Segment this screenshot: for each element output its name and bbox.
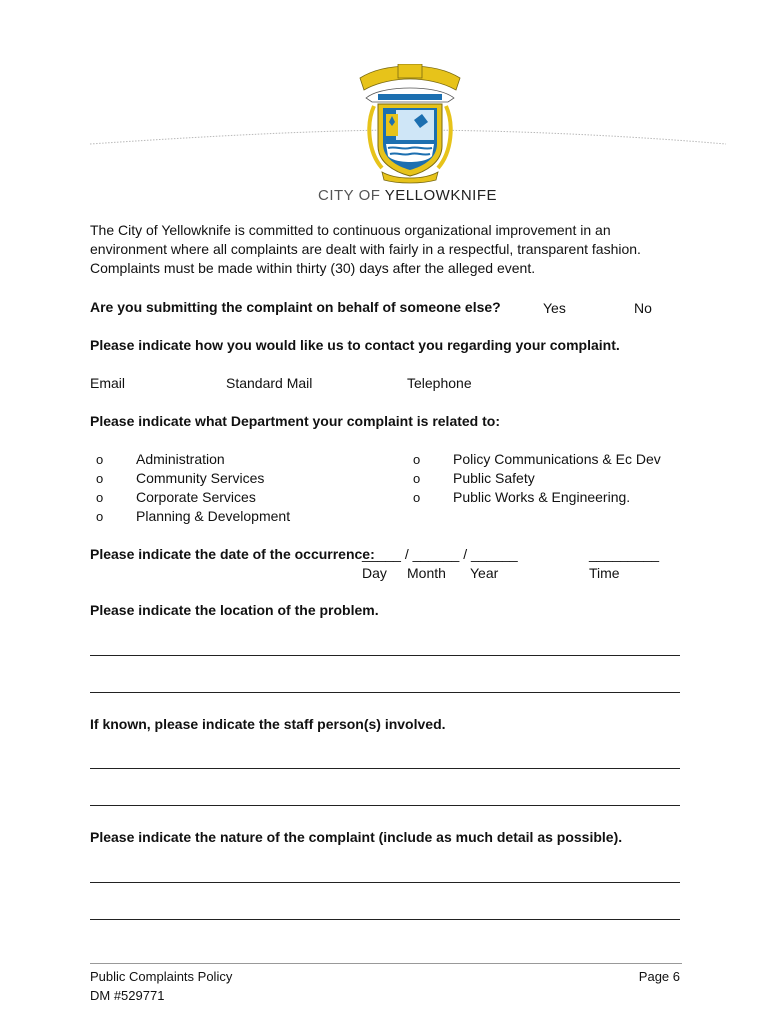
department-option-public-works: Public Works & Engineering. [453, 489, 631, 505]
city-crest-logo [356, 64, 464, 184]
contact-telephone-option[interactable]: Telephone [407, 375, 472, 391]
contact-question: Please indicate how you would like us to contact you regarding your complaint. [90, 337, 620, 353]
footer-dm-number: DM #529771 [90, 988, 165, 1003]
department-question: Please indicate what Department your complaint is related to: [90, 413, 500, 429]
department-option-public-safety: Public Safety [453, 470, 535, 486]
nature-answer-line-1[interactable] [90, 882, 680, 883]
footer-divider [90, 963, 682, 964]
date-year-label: Year [470, 565, 499, 581]
department-option-community: Community Services [136, 470, 265, 486]
date-month-label: Month [407, 565, 446, 581]
contact-email-option[interactable]: Email [90, 375, 126, 391]
location-answer-line-2[interactable] [90, 692, 680, 693]
department-checkbox[interactable]: o [413, 471, 421, 486]
date-question: Please indicate the date of the occurrence: [90, 546, 375, 562]
intro-paragraph: The City of Yellowknife is committed to continuous organizational improvement in an environment where all complaints are dealt with fairly in a respectful, transparent fashion. Complaints must be made within thirty (30) days after the alleged event. [90, 222, 641, 276]
date-day-label: Day [362, 565, 387, 581]
location-answer-line-1[interactable] [90, 655, 680, 656]
contact-mail-option[interactable]: Standard Mail [226, 375, 313, 391]
time-input-blank[interactable]: _________ [589, 546, 660, 562]
behalf-no-option[interactable]: No [634, 300, 652, 316]
staff-question: If known, please indicate the staff person(s) involved. [90, 716, 446, 732]
department-checkbox[interactable]: o [96, 471, 104, 486]
city-name-heading [318, 187, 497, 204]
department-option-corporate: Corporate Services [136, 489, 256, 505]
footer-page-number: Page 6 [638, 969, 680, 984]
department-checkbox[interactable]: o [96, 490, 104, 505]
city-name-prefix: CITY OF [318, 187, 385, 204]
department-option-policy: Policy Communications & Ec Dev [453, 451, 661, 467]
date-time-label: Time [589, 565, 620, 581]
behalf-question: Are you submitting the complaint on behalf of someone else? [90, 299, 501, 315]
department-option-planning: Planning & Development [136, 508, 291, 524]
staff-answer-line-1[interactable] [90, 768, 680, 769]
department-checkbox[interactable]: o [96, 452, 104, 467]
nature-question: Please indicate the nature of the complaint (include as much detail as possible). [90, 829, 623, 845]
date-input-blanks[interactable]: _____ / ______ / ______ [362, 546, 518, 562]
department-checkbox[interactable]: o [413, 452, 421, 467]
staff-answer-line-2[interactable] [90, 805, 680, 806]
city-name-main: YELLOWKNIFE [384, 187, 497, 204]
footer-policy-name: Public Complaints Policy [90, 969, 233, 984]
department-checkbox[interactable]: o [413, 490, 421, 505]
behalf-yes-option[interactable]: Yes [543, 300, 566, 316]
department-option-administration: Administration [136, 451, 225, 467]
nature-answer-line-2[interactable] [90, 919, 680, 920]
department-checkbox[interactable]: o [96, 509, 104, 524]
location-question: Please indicate the location of the problem. [90, 602, 379, 618]
